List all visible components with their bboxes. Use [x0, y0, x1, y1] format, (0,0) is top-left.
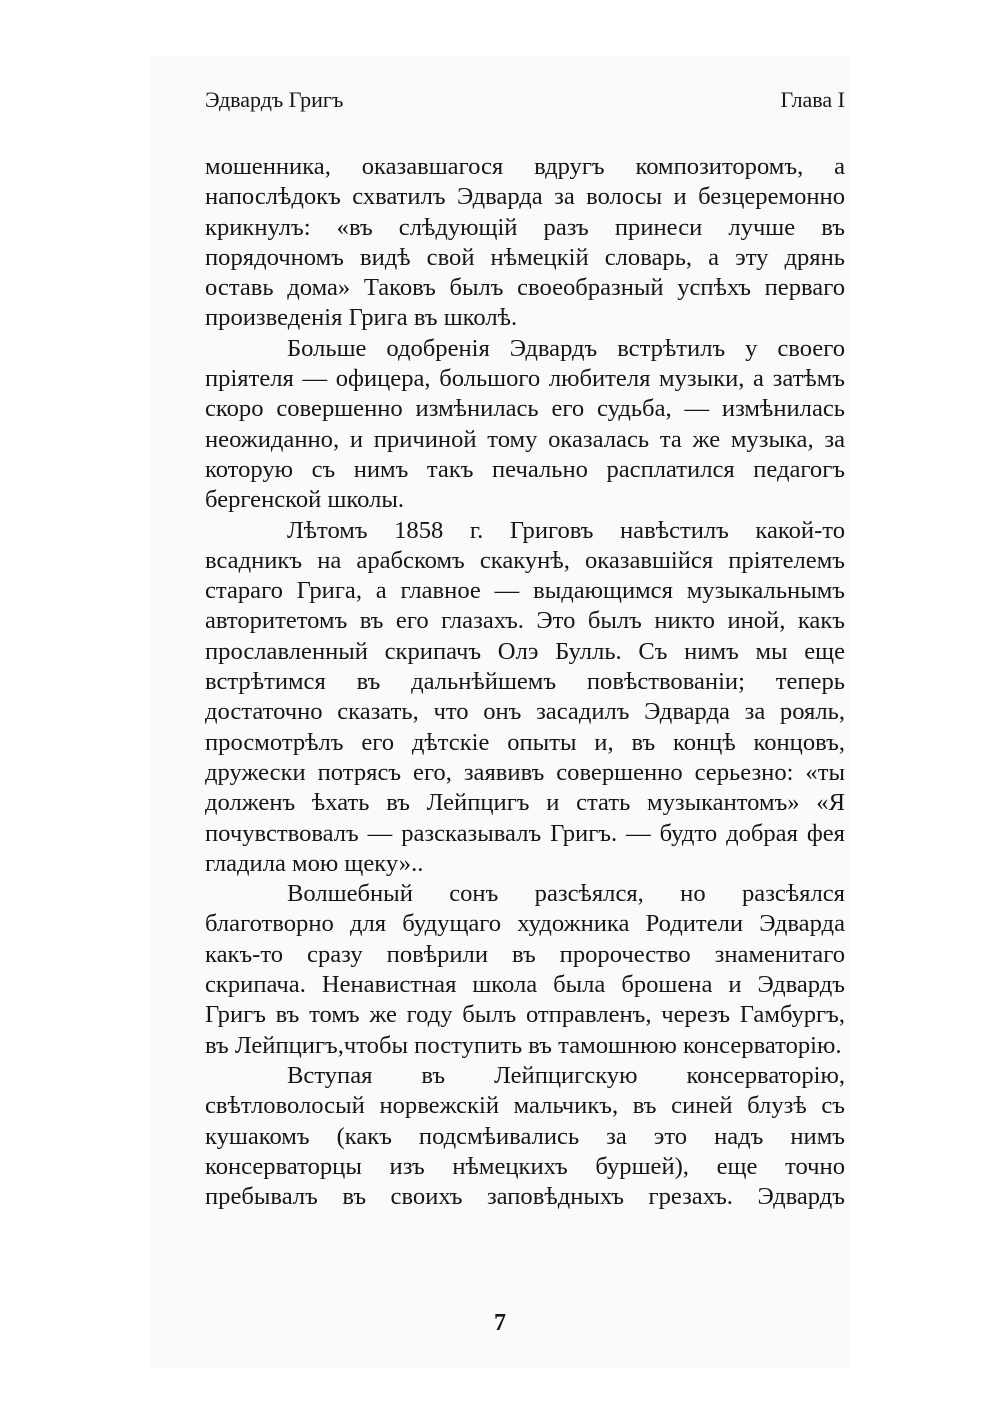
paragraph-4: Волшебный сонъ разсѣялся, но разсѣялся благотворно для будущаго художника Родители Эдварда какъ-то сразу повѣрили въ пророчество знаменитаго скрипача. Ненавистная школа была брошена и Эдвардъ Григъ въ томъ же году былъ отправленъ, черезъ Гамбургъ, въ Лейпцигъ,чтобы поступить въ тамошнюю консерваторію.: [205, 880, 845, 1059]
page-number: 7: [494, 1310, 506, 1336]
paragraph-3: Лѣтомъ 1858 г. Григовъ навѣстилъ какой-то всадникъ на арабскомъ скакунѣ, оказавшійся пріятелемъ стараго Грига, а главное — выдающимся музыкальнымъ авторитетомъ въ его глазахъ. Это былъ никто иной, какъ прославленный скрипачъ Олэ Булль. Съ нимъ мы еще встрѣтимся въ дальнѣйшемъ повѣствованіи; теперь достаточно сказать, что онъ засадилъ Эдварда за рояль, просмотрѣлъ его дѣтскіе опыты и, въ концѣ концовъ, дружески потрясъ его, заявивъ совершенно серьезно: «ты долженъ ѣхать въ Лейпцигъ и стать музыкантомъ» «Я почувствовалъ — разсказывалъ Григъ. — будто добрая фея гладила мою щеку»..: [205, 516, 845, 877]
paragraph-2: Больше одобренія Эдвардъ встрѣтилъ у своего пріятеля — офицера, большого любителя музыки, а затѣмъ скоро совершенно измѣнилась его судьба, — измѣнилась неожиданно, и причиной тому оказалась та же музыка, за которую съ нимъ такъ печально расплатился педагогъ бергенской школы.: [205, 334, 845, 514]
paragraph-1: мошенника, оказавшагося вдругъ композиторомъ, а напослѣдокъ схватилъ Эдварда за волосы и безцеремонно крикнулъ: «въ слѣдующій разъ принеси лучше въ порядочномъ видѣ свой нѣмецкій словарь, а эту дрянь оставь дома» Таковъ былъ своеобразный успѣхъ перваго произведенія Грига въ школѣ.: [205, 153, 845, 332]
running-header: [205, 84, 845, 116]
body-text: [205, 152, 845, 1212]
paragraph-5: Вступая въ Лейпцигскую консерваторію, свѣтловолосый норвежскій мальчикъ, въ синей блузѣ съ кушакомъ (какъ подсмѣивались за это надъ нимъ консерваторцы изъ нѣмецкихъ буршей), еще точно пребывалъ въ своихъ заповѣдныхъ грезахъ. Эдвардъ: [205, 1061, 845, 1211]
header-author: Эдвардъ Григъ: [205, 87, 344, 112]
header-chapter: Глава I: [780, 87, 845, 112]
